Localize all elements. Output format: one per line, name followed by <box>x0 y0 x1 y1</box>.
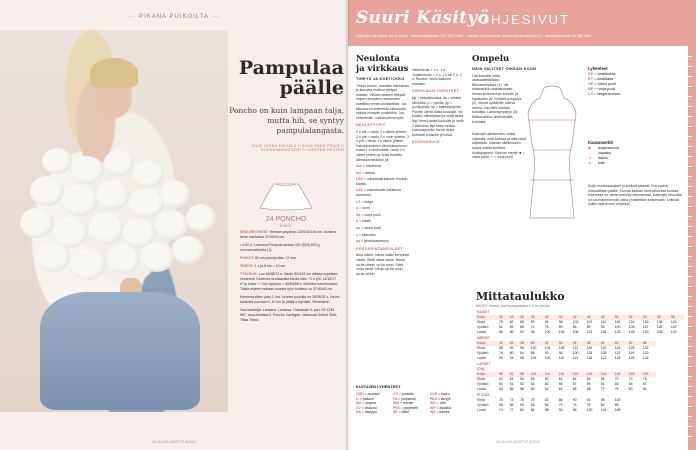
size-table-cell: 60 <box>520 403 524 407</box>
size-table-cell: 120 <box>642 351 649 355</box>
brand-suffix: OHJESIVUT <box>479 12 570 27</box>
size-table-cell: 82 <box>544 398 549 402</box>
size-table-cell: 54 <box>642 315 656 320</box>
size-table-cell: 138 <box>656 330 663 334</box>
fiber-abbr: PAN = akryyli <box>430 396 451 401</box>
size-table-cell: 36 <box>519 315 530 320</box>
size-table-cell: 54 <box>558 341 572 346</box>
size-table-cell: 76 <box>642 377 647 381</box>
size-table-cell: 50 <box>530 341 544 346</box>
size-table-cell: 58 <box>509 403 514 407</box>
koko-heading: NÄIN VALITSET OIKEAN KOON <box>472 67 537 71</box>
size-table-cell: 100 <box>572 351 579 355</box>
size-table-cell: 108 <box>572 330 579 334</box>
abbreviation: kkh = kavennus <box>356 164 382 169</box>
legend-item: LS = langansuunta <box>588 92 620 96</box>
size-table-cell: 52 <box>499 377 503 381</box>
size-table-cell: 80 <box>628 387 633 391</box>
size-table-cell: 128 <box>628 346 635 350</box>
neulonta-column-2 <box>412 68 464 147</box>
perus-heading: PERUSPINTANEULEET <box>356 246 404 251</box>
size-table-label: Rinta <box>477 346 485 350</box>
size-table-cell: 60 <box>544 377 549 381</box>
size-table-cell: 76 <box>614 387 619 391</box>
body-measurement-diagram <box>524 84 580 224</box>
fiber-abbr: WM = mohair <box>393 401 414 406</box>
fiber-abbr: CO = puuvilla <box>393 392 414 396</box>
size-table-cell: 62 <box>499 325 503 329</box>
size-table-label: Koko <box>476 341 498 346</box>
size-table-cell: 70 <box>614 377 619 381</box>
size-table-cell: 52 <box>520 382 524 386</box>
pattern-mark: ⊣ laskos <box>588 156 608 160</box>
size-table-cell: 57 <box>572 382 577 386</box>
size-table-cell: 79 <box>530 398 535 402</box>
size-table-cell: 80 <box>509 351 514 355</box>
size-table-cell: 130 <box>642 320 649 324</box>
size-table-cell: 46 <box>586 315 600 320</box>
size-table-cell: 98 <box>519 372 530 377</box>
size-table-cell: 108 <box>600 351 607 355</box>
contact-line: Ohjeiden tarkistus: Eeva Kevä · Neuvontapalvelu 020 333 4455 · Lehden kysymykset: palvelu@suurikasityo.fi · Asiakaspalvelu 09 156 665 <box>356 34 591 38</box>
size-table-label: MIEHET <box>477 336 490 340</box>
size-table-cell: 76 <box>499 351 503 355</box>
size-table-cell: 51 <box>509 382 514 386</box>
size-table-label: Rinta <box>477 320 485 324</box>
tiheys-text: Tiheys kertoo, montako silmukkaa ja kerrosta mahtuu tiettyyn mittaan. Vertaa neuleen tiheyttä ohjeen tiheyteen neulomalla koetilkku ennen aloittamista. Jos tilkussa on enemmän silmukoita, vaihda isompiin puikkoihin. Jos vähemmän, vaihda pienempiin. <box>356 83 409 120</box>
size-table-cell: 116 <box>628 351 635 355</box>
size-table-label: Vyötärö <box>477 403 489 407</box>
abbreviation: LSS = vasemmalle kallistuva kavennus <box>356 188 401 198</box>
size-table-row <box>476 408 684 413</box>
size-table-cell: 63 <box>530 403 535 407</box>
size-table-cell: 44 <box>572 315 586 320</box>
size-table-cell: 102 <box>614 398 621 402</box>
size-table-cell: 132 <box>642 346 649 350</box>
size-table-label: LAPSET (CM) <box>477 362 491 371</box>
virkkaus-text: kjs = ketjusilmukka. ks = kiinteä silmukka. p = pylväs. pp = puolipylväs. kp = kaksoispylväs. Pylväs: kierrä lanka koukulle, vie koukku silmukkaan ja vedä lanka läpi, kierrä lanka koukulle ja vedä 2 silmukan läpi kaksi kertaa. Kaksoispylväs: kierrä lanka kahdesti koukulle ja toista. <box>412 95 464 137</box>
poncho-sketch-icon <box>258 180 314 212</box>
size-table-cell: 104 <box>530 372 544 377</box>
size-table-cell: 98 <box>558 320 563 324</box>
size-table-cell: 96 <box>530 330 535 334</box>
size-table-label: Koko <box>476 372 498 377</box>
size-table-cell: 44 <box>498 341 509 346</box>
size-table-cell: 108 <box>614 408 621 412</box>
size-table-cell: 152 <box>642 372 656 377</box>
size-table-cell: 112 <box>600 320 607 324</box>
size-table <box>476 309 684 413</box>
size-table-cell: 122 <box>600 356 607 360</box>
size-table-cell: 40 <box>544 315 558 320</box>
size-table-cell: 85 <box>520 320 524 324</box>
size-table-cell: 118 <box>600 330 607 334</box>
size-table-cell: 86 <box>558 398 563 402</box>
size-table-cell: 54 <box>544 382 549 386</box>
spec-line: LANKA: Lankava Pampula-lankaa 400 (500) 600 g luonnonvalkoista (1). <box>240 243 320 252</box>
size-table-cell: 50 <box>614 315 628 320</box>
abbreviation: s = silmukka <box>356 232 376 237</box>
abbreviation: np = nurja puoli <box>356 212 381 217</box>
kaavamerkit-legend: Kaavamerkit ⇆ langansuunta ↔ napakko ⊣ laskos ◁ taite <box>588 140 686 166</box>
fiber-abbr: CV = viskoosi <box>356 405 377 410</box>
size-table-cell: 34 <box>509 315 520 320</box>
fiber-abbr-table <box>356 392 464 415</box>
model-photo <box>0 30 228 412</box>
size-table-cell: 92 <box>509 372 520 377</box>
abbreviation: n = nurin <box>356 206 370 211</box>
size-table-cell: 48 <box>600 315 614 320</box>
size-table-cell: 58 <box>520 387 524 391</box>
size-table-cell: 102 <box>530 356 537 360</box>
spec-line: TYÖOHJE: Luo 64/68/72 s. Neulo 9/10/11 krs oikeaa sujuttaen neuleena. Kavenna seuraavalla krs:lla näin: *2 o yht, 14/16/17 o* ja toista *–* krs loppuun = 60/64/68 s. Merkitse kavennukset. Toista ohjeen mukaan kunnes työn korkeus on 37/40/43 cm. <box>240 272 339 291</box>
article-title-block <box>226 58 344 152</box>
size-table-cell: 54 <box>499 387 503 391</box>
fiber-abbr: WA = angora <box>356 401 376 406</box>
size-table-cell: 94 <box>544 320 549 324</box>
size-table-cell: 128 <box>586 372 600 377</box>
size-table-cell: 72 <box>530 325 535 329</box>
lyhenteet-legend: Lyhenteet KE = keskikohta KT = keskitaka OP = oikea puoli NP = nurja puoli LS = langansuunta <box>588 66 686 97</box>
size-table-cell: 50 <box>499 382 503 386</box>
size-table-cell: 114 <box>572 356 579 360</box>
size-table-cell: 53 <box>530 382 535 386</box>
size-table-cell: 96 <box>558 351 563 355</box>
size-table-cell: 56 <box>509 387 514 391</box>
size-table-cell: 76 <box>520 398 524 402</box>
size-table-cell: 56 <box>499 403 503 407</box>
abbreviation: LS = lisäys <box>356 199 374 204</box>
size-table-label: Lantio <box>477 387 487 391</box>
spec-line: NEULEEN MITAT: Helman ympärys 120/130/140 cm, korkeus ilman kauluksia 37/40/43 cm. <box>240 230 337 239</box>
pattern-mark: ⇆ langansuunta <box>588 146 620 150</box>
size-table-cell: 100 <box>544 330 551 334</box>
size-table-cell: 104 <box>558 330 565 334</box>
size-table-label: Vyötärö <box>477 351 489 355</box>
size-table-cell: 62 <box>544 387 549 391</box>
spec-line: TIHEYS: 1 s ja 8 krs = 10 cm <box>240 264 286 268</box>
article-title: Pampulaa päälle <box>238 57 344 99</box>
right-page <box>348 0 696 450</box>
size-table-cell: 94 <box>586 398 591 402</box>
size-table-cell: 74 <box>499 408 503 412</box>
size-table-cell: 56 <box>656 315 670 320</box>
size-table-cell: 64 <box>558 387 563 391</box>
abbreviation: o = oikein <box>356 219 372 224</box>
size-table-cell: 72 <box>600 387 605 391</box>
size-table-cell: 66 <box>642 341 656 346</box>
size-table-cell: 104 <box>544 346 551 350</box>
size-table-cell: 146 <box>628 372 642 377</box>
size-table-cell: 38 <box>530 315 544 320</box>
size-table-cell: 96 <box>520 346 524 350</box>
size-table-cell: 124 <box>670 325 677 329</box>
fiber-abbr: WK = kameli <box>430 410 450 415</box>
size-table-cell: 68 <box>520 325 524 329</box>
size-table-cell: 70 <box>499 398 503 402</box>
fiber-abbr: SE = silkki <box>393 410 409 415</box>
size-table-cell: 100 <box>614 325 621 329</box>
pattern-specs <box>240 230 340 326</box>
size-table-cell: 110 <box>558 356 565 360</box>
size-table-cell: 118 <box>614 320 621 324</box>
size-table-row <box>476 356 684 361</box>
size-table-cell: 78 <box>499 320 503 324</box>
size-table-cell: 68 <box>586 387 591 391</box>
size-table-cell: 104 <box>600 408 607 412</box>
size-table-cell: 100 <box>586 408 593 412</box>
size-table-cell: 89 <box>586 325 591 329</box>
pattern-mark: ◁ taite <box>588 161 605 165</box>
size-table-cell: 88 <box>544 408 549 412</box>
size-table-cell: 110 <box>544 372 558 377</box>
size-table-cell: 52 <box>628 315 642 320</box>
fiber-abbr-heading: KUITUJEN LYHENTEET <box>356 384 401 389</box>
size-table-cell: 55 <box>558 382 563 386</box>
size-table-cell: 142 <box>670 320 677 324</box>
fiber-abbr: HA = hamppu <box>356 410 378 415</box>
size-table-cell: 65 <box>628 382 633 386</box>
size-table-cell: 130 <box>628 356 635 360</box>
size-table-cell: 126 <box>614 356 621 360</box>
size-table-cell: 72 <box>628 377 633 381</box>
size-table-cell: 116 <box>558 372 572 377</box>
size-table-cell: 62 <box>558 377 563 381</box>
abbreviation: yk = ylivetokavennus <box>356 239 389 244</box>
size-table-cell: 58 <box>670 315 684 320</box>
size-table-cell: 67 <box>642 382 647 386</box>
size-table-cell: 42 <box>558 315 572 320</box>
size-table-cell: 88 <box>530 351 535 355</box>
size-table-label: Lantio <box>477 408 487 412</box>
size-table-cell: 92 <box>558 408 563 412</box>
abbreviation: op = oikea puoli <box>356 226 382 231</box>
virkkaus-heading: VIRKKAUSLYHENTEET <box>412 89 460 94</box>
size-table-cell: 122 <box>572 372 586 377</box>
size-table-cell: 134 <box>642 356 649 360</box>
legend-item: NP = nurja puoli <box>588 87 616 91</box>
kuvioneule-text: Helmineule = 1 o, 1 n. Joustinneule = 1 o, 1 n tai 2 o, 2 n. Ruudut: neulo kaavion mukaan. <box>412 68 462 86</box>
size-table-cell: 64 <box>628 341 642 346</box>
size-table-cell: 123 <box>614 330 621 334</box>
kaava-notes: Kaavojen piirtäminen: Kaksi ohjeesta, mitä kaavaa ja mitä väriä käytetään. Kaavan siirtämiseen kaava-arkilta tarvitset kuultopaperin. Kaavan merkit: ■ = oikea puoli, □ = nurja puoli. <box>472 132 526 160</box>
size-table-cell: 88 <box>499 346 503 350</box>
mittataulukko-heading: Mittataulukko <box>476 290 565 303</box>
size-table-cell: 143 <box>670 330 677 334</box>
size-table-cell: 82 <box>509 320 514 324</box>
size-table-cell: 84 <box>520 351 524 355</box>
size-table-cell: 133 <box>642 330 649 334</box>
size-table-label: Vyötärö <box>477 325 489 329</box>
size-table-cell: 62 <box>614 341 628 346</box>
size-table-cell: 56 <box>572 341 586 346</box>
neuletyypit-heading: NEULETYYPIT <box>356 123 386 128</box>
size-table-cell: 118 <box>586 356 593 360</box>
spec-line: Kavenna sitten joka 2. krs, kunnes puikolla on 28/28/32 s. Neulo kaulusta suoraan n. 10 cm ja päätä s löyhästi. Viimeistele. <box>240 295 340 304</box>
size-table-cell: 77 <box>509 408 514 412</box>
fiber-abbr: WO = villa <box>430 401 446 406</box>
tiheys-heading: TIHEYS JA KOETILKKU <box>356 77 405 81</box>
mittataulukko-sub: NAISET: Kaavat ovat Eurooppalaisia n. 6 cm pituisia <box>476 304 550 308</box>
size-table-cell: 66 <box>572 387 577 391</box>
size-table-cell: 118 <box>656 325 663 329</box>
fiber-abbr: CUP = kupro <box>430 392 450 396</box>
masthead <box>348 0 696 46</box>
size-table-cell: 104 <box>586 351 593 355</box>
neulonta-heading: Neulonta ja virkkaus <box>356 54 409 74</box>
size-table-cell: 96 <box>572 408 577 412</box>
article-subtitle: Poncho on kuin lampaan talja, mutta hih, se syntyy pampulalangasta. <box>229 106 344 135</box>
size-table-cell: 120 <box>600 346 607 350</box>
legend-item: KT = keskitaka <box>588 77 614 81</box>
size-table-cell: 107 <box>586 320 593 324</box>
size-table-cell: 90 <box>572 398 577 402</box>
size-table-cell: 89 <box>509 330 514 334</box>
size-table-row <box>476 361 684 372</box>
size-table-cell: 92 <box>544 351 549 355</box>
neuletyypit-text: 2 o yht = neulo 2 s oikein yhteen. 2 n yht = neulo 2 s nurin yhteen. 3 o yht = neulo 3 s oikein yhteen. Kaksinkertainen ylivetokavennus: nosta 1 s neulomatta, neulo 2 s oikein yhteen ja vedä nostettu silmukka neulotun yli. <box>356 129 409 162</box>
size-table-row <box>476 330 684 335</box>
size-table-cell: 64 <box>572 377 577 381</box>
size-table-cell: 86 <box>614 403 619 407</box>
size-table-cell: 134 <box>600 372 614 377</box>
size-table-cell: 68 <box>600 377 605 381</box>
fiber-abbr: LI = pellava <box>356 396 374 401</box>
size-table-cell: 116 <box>586 346 593 350</box>
size-table-cell: 60 <box>530 387 535 391</box>
size-table-cell: 95 <box>600 325 605 329</box>
section-label: — PIKANA PUIKOILTA — <box>0 14 348 20</box>
size-table-row <box>476 387 684 392</box>
kuvioneule-heading: KUVIONEULE <box>412 140 440 145</box>
size-table-cell: 98 <box>600 398 605 402</box>
size-table-label: Rinta <box>477 398 485 402</box>
size-table-cell: 61 <box>600 382 605 386</box>
koko-text: Ota itsestäsi mitat alusvaatteisillaan. Rinnanympärys (1): Vie mittanauha vaakasuoraan rinnan korkeimman kohdan ja lapaluiden yli. Vyötärönympärys (2): Kiristä vyötärölle tukeva nauha, ota mitta nauhan kohdalta. Lantionympärys (3): Mittaa lantion leveimmältä kohdalta. <box>472 73 522 124</box>
size-table-cell: 108 <box>558 346 565 350</box>
size-table-cell: 92 <box>520 330 524 334</box>
size-table-cell: 140 <box>614 372 628 377</box>
size-table-cell: 58 <box>530 377 535 381</box>
size-table-cell: 113 <box>586 330 593 334</box>
neulonta-column-1 <box>356 54 410 278</box>
spec-line: Sauvastekijät: Lankava. Lankava, Ostoskatu 9, puh. 09 1234 567, www.lankava.fi. Poncho Cardigan, valokuvat Oxford Shirt, Tillaa Trend. <box>240 308 338 322</box>
side-ruler <box>688 46 696 450</box>
size-table-cell: 100 <box>530 346 537 350</box>
size-table-cell: 106 <box>628 325 635 329</box>
size-table-cell: 86 <box>498 372 509 377</box>
fiber-abbr: PA = polyamidi <box>393 396 416 401</box>
size-table-cell: 66 <box>544 403 549 407</box>
size-table-cell: 66 <box>586 377 591 381</box>
fiber-abbr: WP = alpakka <box>430 405 452 410</box>
size-table-cell: 92 <box>509 346 514 350</box>
size-table-cell: 73 <box>509 398 514 402</box>
size-table-cell: 52 <box>544 341 558 346</box>
size-table-cell: 102 <box>572 320 579 324</box>
size-table-cell: 84 <box>572 325 577 329</box>
size-table-cell: 70 <box>558 403 563 407</box>
page-spine <box>346 0 350 450</box>
pattern-id: 24 PONCHO KOKO: <box>265 216 307 228</box>
ompelu-heading: Ompelu <box>472 54 510 64</box>
size-table-cell: 80 <box>520 408 524 412</box>
size-table-cell: 76 <box>544 325 549 329</box>
size-table-cell: 63 <box>614 382 619 386</box>
fiber-abbr: PES = polyesteri <box>393 405 419 410</box>
page-footer-right: 25 SUURI KÄSITYÖ 8/2019 <box>496 440 540 444</box>
size-table-cell: 112 <box>614 351 621 355</box>
page-footer-left: 24 SUURI KÄSITYÖ 8/2019 <box>152 440 196 444</box>
size-table-cell: 128 <box>628 330 635 334</box>
size-table-cell: 59 <box>586 382 591 386</box>
size-table-cell: 48 <box>519 341 530 346</box>
abbreviation: LSO = silmukkaa kahden koukun kautta <box>356 177 408 186</box>
size-table-cell: 80 <box>558 325 563 329</box>
size-table-label: Lantio <box>477 330 487 334</box>
size-table-cell: 90 <box>530 320 535 324</box>
size-table-cell: 78 <box>586 403 591 407</box>
size-table-cell: 54 <box>509 377 514 381</box>
size-table-cell: 124 <box>614 346 621 350</box>
ompelu-note: Sulje muotolaskokset ja yhdistä saumat. Pue kaava ulosvalittaen päälle. Korvaa kaavan luonnollisessa koossa. Kaavassa on vieriin merkitty saumavarat. Kaavojen reunoilla on saumamerkinnät, jotka yhdistetään keskenään. Leikkaa kaikki osat ennen ompelua. <box>588 184 682 207</box>
size-table-cell: 112 <box>642 325 649 329</box>
legend-item: KE = keskikohta <box>588 72 616 76</box>
pattern-mark: ↔ napakko <box>588 151 612 155</box>
fiber-abbr: CMD = modaali <box>356 392 380 396</box>
size-table-cell: 56 <box>520 377 524 381</box>
size-table-cell: 98 <box>520 356 524 360</box>
size-table-cell: 82 <box>600 403 605 407</box>
size-table-cell: 124 <box>628 320 635 324</box>
size-table-label: Koko <box>476 315 498 320</box>
brand-logo: Suuri Käsityö <box>356 8 490 28</box>
size-table-label: Vyötärö <box>477 382 489 386</box>
size-table-cell: 60 <box>600 341 614 346</box>
size-table-cell: 65 <box>509 325 514 329</box>
size-table-cell: 94 <box>509 356 514 360</box>
size-table-label: NAISET <box>477 310 490 314</box>
size-table-cell: 136 <box>656 320 663 324</box>
size-table-cell: 90 <box>499 356 503 360</box>
size-table-label: PITUUS <box>477 393 490 397</box>
size-table-cell: 46 <box>509 341 520 346</box>
size-table-cell: 84 <box>530 408 535 412</box>
perus-text: Aina oikein: Neulo kaikki kerrokset oikein. Sileä oikea neule: Neulo op:lla oikein, np:lla nurin. Sileä nurja neule: Neulo op:lla nurin, np:lla oikein. <box>356 253 410 276</box>
size-table-label: Rinta <box>477 377 485 381</box>
size-table-cell: 32 <box>498 315 509 320</box>
legend-item: OP = oikea puoli <box>588 82 616 86</box>
size-table-cell: 112 <box>572 346 579 350</box>
spec-line: PUIKOT: 80 cm pyöröpuikko 12 mm. <box>240 256 298 260</box>
size-table-cell: 86 <box>499 330 503 334</box>
size-table-cell: 106 <box>544 356 551 360</box>
size-table-cell: 74 <box>572 403 577 407</box>
article-credits: OHJE LEENA KIEVÄLÄ // KUVA PANU PÄIVÄ // KUVAUSASSISTENTTI KIRSTEN HESTEN <box>251 144 344 152</box>
size-table-label: Lantio <box>477 356 487 360</box>
size-table-cell: 58 <box>586 341 600 346</box>
size-table-cell: 84 <box>642 387 647 391</box>
abbreviation: krs = kerros <box>356 170 375 175</box>
